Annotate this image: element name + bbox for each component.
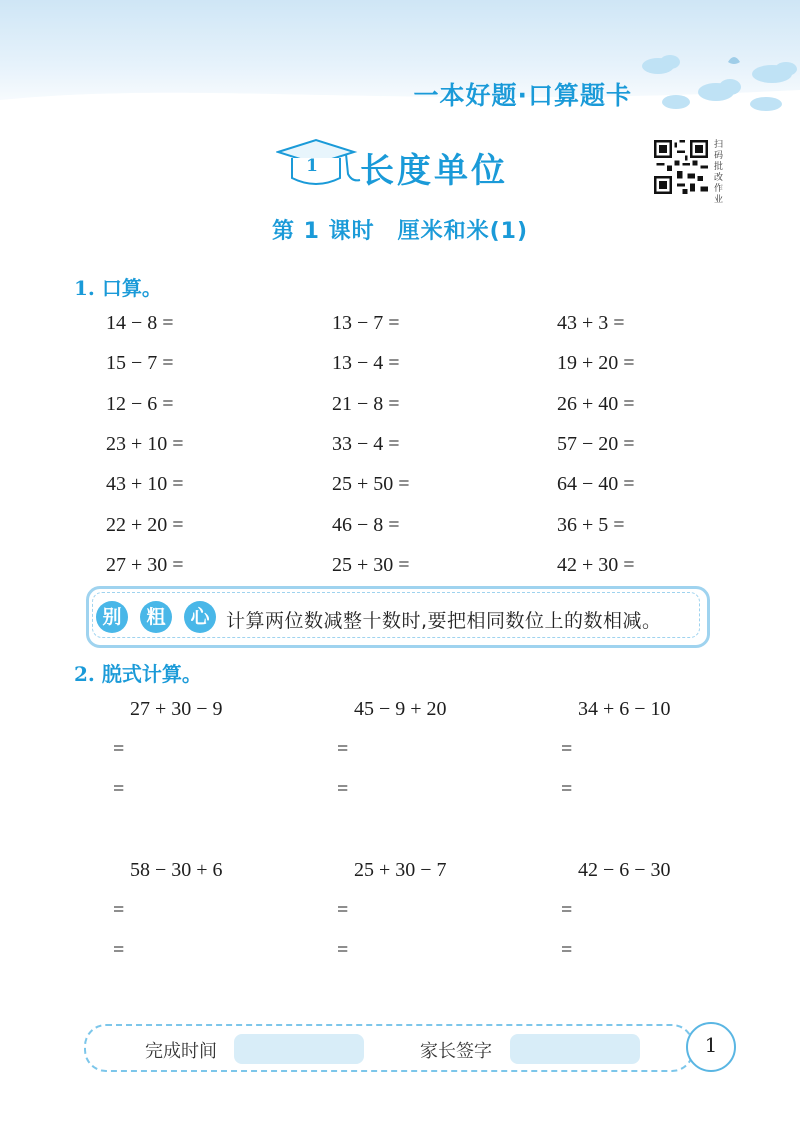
oral-calc-problem: 43 + 10 = [106,473,184,495]
equals-sign: = [337,899,349,921]
section1-title: 口算。 [101,276,162,300]
oral-calc-problem: 25 + 30 = [332,554,410,576]
step-calc-expression: 58 − 30 + 6 [130,859,223,881]
equals-sign: = [113,899,125,921]
tip-badge: 粗 [140,601,172,633]
oral-calc-problem: 21 − 8 = [332,393,400,415]
section1-number: 1. [74,276,95,300]
section1-heading [74,272,162,301]
oral-calc-problem: 36 + 5 = [557,514,625,536]
completion-time-field[interactable] [234,1034,364,1064]
equals-sign: = [561,899,573,921]
oral-calc-problem: 27 + 30 = [106,554,184,576]
oral-calc-problem: 12 − 6 = [106,393,174,415]
section2-title: 脱式计算。 [101,662,202,686]
equals-sign: = [561,939,573,961]
step-calc-expression: 34 + 6 − 10 [578,698,671,720]
step-calc-expression: 42 − 6 − 30 [578,859,671,881]
section2-heading [74,658,202,687]
oral-calc-problem: 43 + 3 = [557,312,625,334]
oral-calc-problem: 25 + 50 = [332,473,410,495]
oral-calc-problem: 46 − 8 = [332,514,400,536]
oral-calc-problem: 15 − 7 = [106,352,174,374]
lesson-title: 第 1 课时 厘米和米(1) [271,219,529,244]
chapter-number: 1 [306,156,318,176]
parent-signature-field[interactable] [510,1034,640,1064]
parent-signature-label: 家长签字 [420,1041,492,1062]
oral-calc-problem: 22 + 20 = [106,514,184,536]
equals-sign: = [561,778,573,800]
oral-calc-problem: 42 + 30 = [557,554,635,576]
oral-calc-problem: 57 − 20 = [557,433,635,455]
chapter-title: 长度单位 [360,151,508,191]
oral-calc-problem: 19 + 20 = [557,352,635,374]
oral-calc-problem: 64 − 40 = [557,473,635,495]
tip-badge: 心 [184,601,216,633]
equals-sign: = [337,778,349,800]
equals-sign: = [113,939,125,961]
oral-calc-problem: 23 + 10 = [106,433,184,455]
step-calc-expression: 27 + 30 − 9 [130,698,223,720]
qr-caption: 扫码批改作业 [714,140,724,205]
page-number: 1 [704,1033,718,1057]
oral-calc-problem: 26 + 40 = [557,393,635,415]
completion-time-label: 完成时间 [145,1041,217,1062]
oral-calc-problem: 13 − 7 = [332,312,400,334]
step-calc-expression: 45 − 9 + 20 [354,698,447,720]
equals-sign: = [561,738,573,760]
section2-number: 2. [74,662,95,686]
equals-sign: = [337,939,349,961]
equals-sign: = [113,778,125,800]
step-calc-expression: 25 + 30 − 7 [354,859,447,881]
equals-sign: = [337,738,349,760]
tip-text: 计算两位数减整十数时,要把相同数位上的数相减。 [226,610,662,632]
equals-sign: = [113,738,125,760]
oral-calc-problem: 33 − 4 = [332,433,400,455]
oral-calc-problem: 13 − 4 = [332,352,400,374]
oral-calc-problem: 14 − 8 = [106,312,174,334]
tip-badge: 别 [96,601,128,633]
qr-code-icon[interactable] [654,140,708,194]
clouds-icon [636,52,800,114]
series-title: 一本好题·口算题卡 [413,81,632,110]
